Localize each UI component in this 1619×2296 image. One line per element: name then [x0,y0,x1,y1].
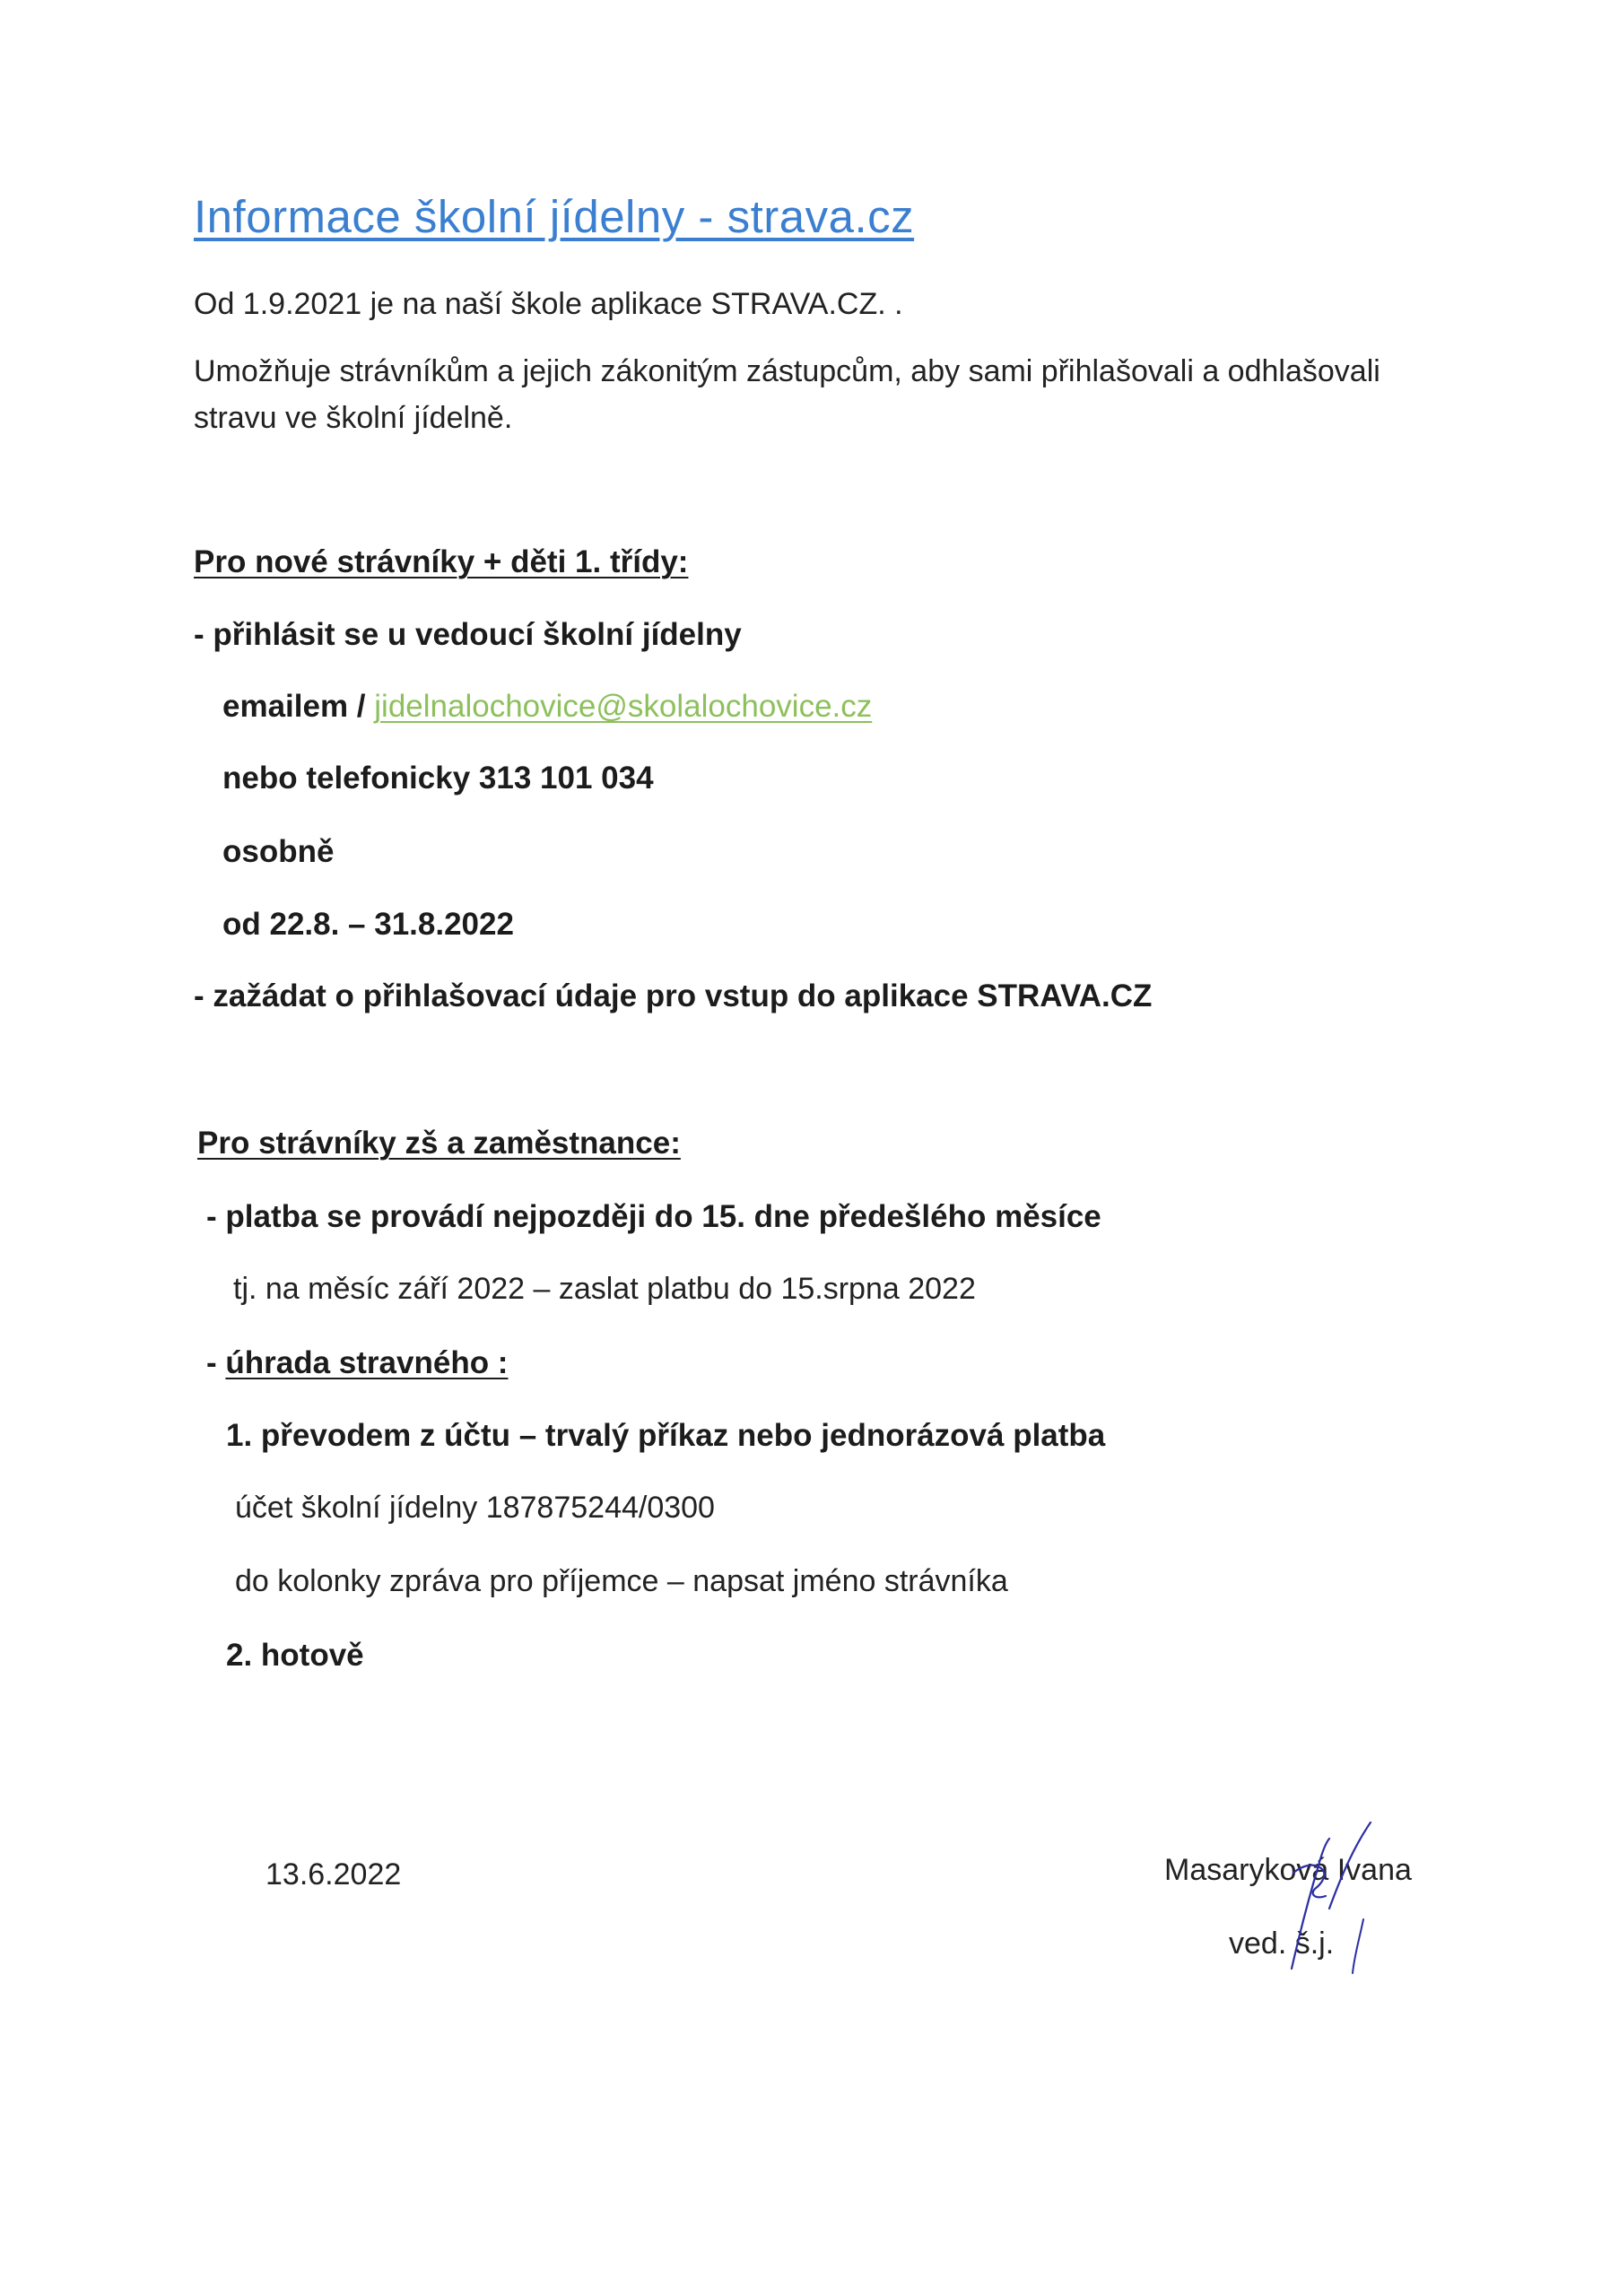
payment-heading: úhrada stravného : [225,1345,509,1380]
payment-heading-dash: - [206,1345,226,1380]
document-date: 13.6.2022 [265,1857,402,1892]
signer-role: ved. š.j. [1229,1926,1335,1961]
payment-example: tj. na měsíc září 2022 – zaslat platbu do 15.srpna 2022 [233,1272,976,1306]
email-link[interactable]: jidelnalochovice@skolalochovice.cz [374,689,873,724]
account-line: účet školní jídelny 187875244/0300 [235,1491,715,1525]
signer-name: Masaryková Ivana [1164,1853,1412,1887]
payment-rule: - platba se provádí nejpozději do 15. dne předešlého měsíce [206,1199,1101,1234]
handwritten-signature [1229,1803,1435,1982]
payment-method-2: 2. hotově [226,1638,364,1673]
intro-line: Od 1.9.2021 je na naší škole aplikace STRAVA.CZ. . [194,287,903,321]
page-title: Informace školní jídelny - strava.cz [194,191,915,242]
phone-line: nebo telefonicky 313 101 034 [222,761,654,796]
signature-stroke-2 [1293,1866,1326,1898]
email-line [222,689,872,725]
new-diners-step-1: - přihlásit se u vedoucí školní jídelny [194,617,742,652]
email-label: emailem / [222,689,366,724]
recipient-note-line: do kolonky zpráva pro příjemce – napsat jméno strávníka [235,1564,1008,1598]
signature-stroke-1 [1292,1839,1329,1969]
description-line-2: stravu ve školní jídelně. [194,401,513,435]
in-person-line: osobně [222,834,335,869]
school-diners-heading: Pro strávníky zš a zaměstnance: [197,1126,681,1161]
date-range-line: od 22.8. – 31.8.2022 [222,907,514,942]
new-diners-heading: Pro nové strávníky + děti 1. třídy: [194,544,689,579]
payment-method-1: 1. převodem z účtu – trvalý příkaz nebo jednorázová platba [226,1418,1106,1453]
signature-stroke-4 [1353,1919,1363,1973]
signature-stroke-3 [1329,1822,1371,1909]
new-diners-step-2: - zažádat o přihlašovací údaje pro vstup do aplikace STRAVA.CZ [194,978,1153,1013]
description-line-1: Umožňuje strávníkům a jejich zákonitým zástupcům, aby sami přihlašovali a odhlašovali [194,354,1380,388]
payment-heading-line [206,1345,508,1381]
